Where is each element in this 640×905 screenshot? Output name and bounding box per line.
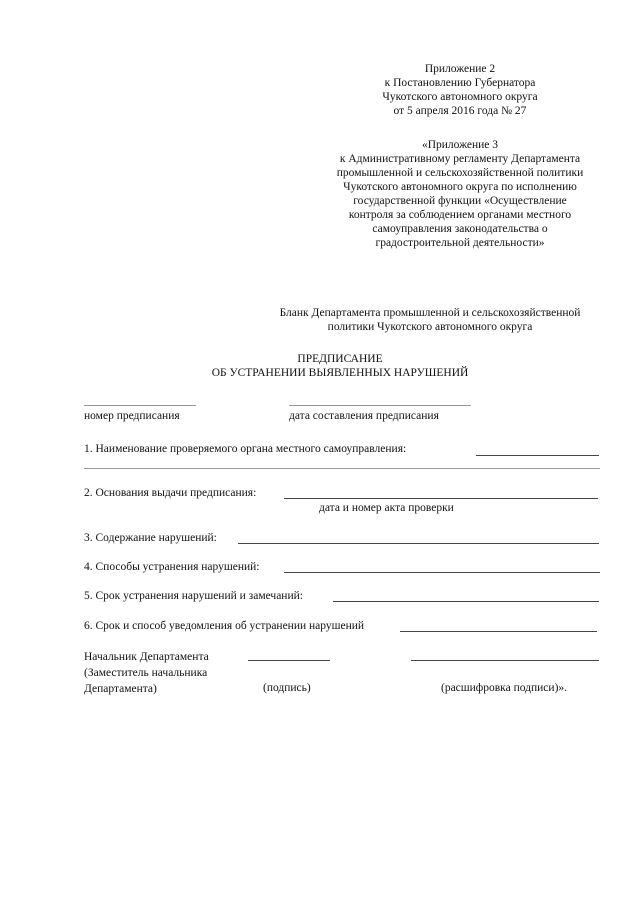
position-line: Департамента) <box>84 683 157 695</box>
item-1-label: 1. Наименование проверяемого органа местного самоуправления: <box>84 443 407 455</box>
item-6-field-line[interactable] <box>400 631 597 632</box>
blank-line: Бланк Департамента промышленной и сельскохозяйственной <box>279 307 581 319</box>
date-field-line[interactable] <box>289 405 471 406</box>
item-5-label: 5. Срок устранения нарушений и замечаний: <box>84 590 303 602</box>
appendix-3-line: к Административному регламенту Департамента <box>339 153 581 165</box>
item-6-label: 6. Срок и способ уведомления об устранении нарушений <box>84 620 365 632</box>
item-2-label: 2. Основания выдачи предписания: <box>84 487 257 499</box>
appendix-3-line: контроля за соблюдением органами местного <box>348 209 572 221</box>
appendix-2-header <box>340 62 580 118</box>
item-1-field-line-2[interactable] <box>84 468 600 469</box>
title-line-1: ПРЕДПИСАНИЕ <box>297 353 383 365</box>
appendix-2-line: Приложение 2 <box>424 63 496 75</box>
title-line-2: ОБ УСТРАНЕНИИ ВЫЯВЛЕННЫХ НАРУШЕНИЙ <box>211 367 469 379</box>
item-3-field-line[interactable] <box>238 543 599 544</box>
decode-caption: (расшифровка подписи)». <box>441 682 568 694</box>
item-2-field-line[interactable] <box>284 498 598 499</box>
item-3-label: 3. Содержание нарушений: <box>84 532 217 544</box>
item-1-field-line[interactable] <box>476 455 599 456</box>
decode-field-line[interactable] <box>411 660 599 661</box>
item-4-label: 4. Способы устранения нарушений: <box>84 561 260 573</box>
number-field-line[interactable] <box>84 405 196 406</box>
document-title <box>160 352 520 380</box>
appendix-3-line: промышленной и сельскохозяйственной политики <box>336 167 584 179</box>
item-5-field-line[interactable] <box>333 601 599 602</box>
appendix-2-line: к Постановлению Губернатора <box>384 77 536 89</box>
appendix-2-line: Чукотского автономного округа <box>382 91 538 103</box>
signature-field-line[interactable] <box>248 660 330 661</box>
department-blank-header <box>250 306 610 334</box>
date-caption: дата составления предписания <box>289 410 439 422</box>
appendix-3-line: государственной функции «Осуществление <box>353 195 567 207</box>
position-line: (Заместитель начальника <box>84 667 208 679</box>
appendix-3-line: градостроительной деятельности» <box>375 237 545 249</box>
appendix-2-line: от 5 апреля 2016 года № 27 <box>393 105 527 117</box>
item-2-caption: дата и номер акта проверки <box>319 502 454 514</box>
blank-line: политики Чукотского автономного округа <box>327 321 533 333</box>
signature-position <box>84 649 209 697</box>
item-4-field-line[interactable] <box>284 572 600 573</box>
appendix-3-line: Чукотского автономного округа по исполнению <box>343 181 577 193</box>
position-line: Начальник Департамента <box>84 651 209 663</box>
sign-caption: (подпись) <box>263 682 311 694</box>
appendix-3-line: самоуправления законодательства о <box>372 223 548 235</box>
appendix-3-header <box>300 138 620 250</box>
number-caption: номер предписания <box>84 410 180 422</box>
appendix-3-line: «Приложение 3 <box>421 139 499 151</box>
